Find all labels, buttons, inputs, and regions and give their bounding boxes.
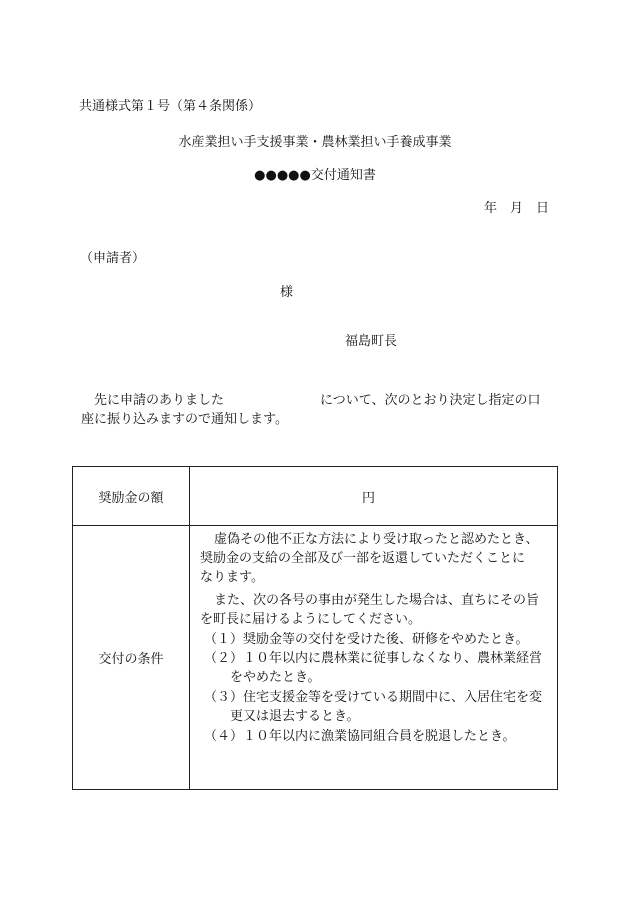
conditions-label-cell bbox=[73, 525, 190, 789]
condition-item-2: （２）１０年以内に農林業に従事しなくなり、農林業経営 bbox=[204, 651, 543, 666]
condition-line: 奨励金の支給の全部及び一部を返還していただくことに bbox=[200, 551, 526, 566]
condition-item-3-cont: 更又は退去するとき。 bbox=[230, 709, 360, 724]
body-text-before-blank: 先に申請のありました bbox=[94, 393, 225, 408]
condition-item-2-cont: をやめたとき。 bbox=[230, 670, 321, 685]
condition-line: 虚偽その他不正な方法により受け取ったと認めたとき、 bbox=[214, 532, 539, 547]
condition-line: また、次の各号の事由が発生した場合は、直ちにその旨 bbox=[214, 593, 540, 608]
condition-line: を町長に届けるようにしてください。 bbox=[200, 612, 422, 627]
amount-label: 奨励金の額 bbox=[98, 490, 164, 506]
issuer-name: 福島町長 bbox=[345, 334, 398, 349]
amount-row bbox=[73, 467, 557, 526]
condition-item-1: （１）奨励金等の交付を受けた後、研修をやめたとき。 bbox=[204, 632, 529, 647]
applicant-label: （申請者） bbox=[80, 251, 146, 266]
conditions-row bbox=[73, 525, 557, 789]
amount-value-cell bbox=[190, 467, 557, 525]
body-text-line-1 bbox=[81, 389, 561, 408]
body-text-line-2: 座に振り込みますので通知します。 bbox=[81, 412, 288, 427]
applicant-honorific: 様 bbox=[280, 285, 294, 300]
form-number: 共通様式第１号（第４条関係） bbox=[79, 99, 262, 114]
amount-label-cell bbox=[73, 467, 190, 525]
document-subtitle: ●●●●●交付通知書 bbox=[254, 168, 376, 183]
condition-item-3: （３）住宅支援金等を受けている期間中に、入居住宅を変 bbox=[204, 690, 543, 705]
body-text-after-blank: について、次のとおり決定し指定の口 bbox=[320, 393, 541, 408]
document-title: 水産業担い手支援事業・農林業担い手養成事業 bbox=[178, 135, 452, 150]
date-line: 年 月 日 bbox=[484, 201, 550, 216]
condition-item-4: （４）１０年以内に漁業協同組合員を脱退したとき。 bbox=[204, 729, 516, 744]
grant-info-table bbox=[72, 466, 558, 790]
conditions-label: 交付の条件 bbox=[98, 651, 164, 667]
conditions-value-cell bbox=[190, 525, 557, 789]
condition-line: なります。 bbox=[200, 570, 264, 585]
amount-unit: 円 bbox=[361, 490, 375, 506]
